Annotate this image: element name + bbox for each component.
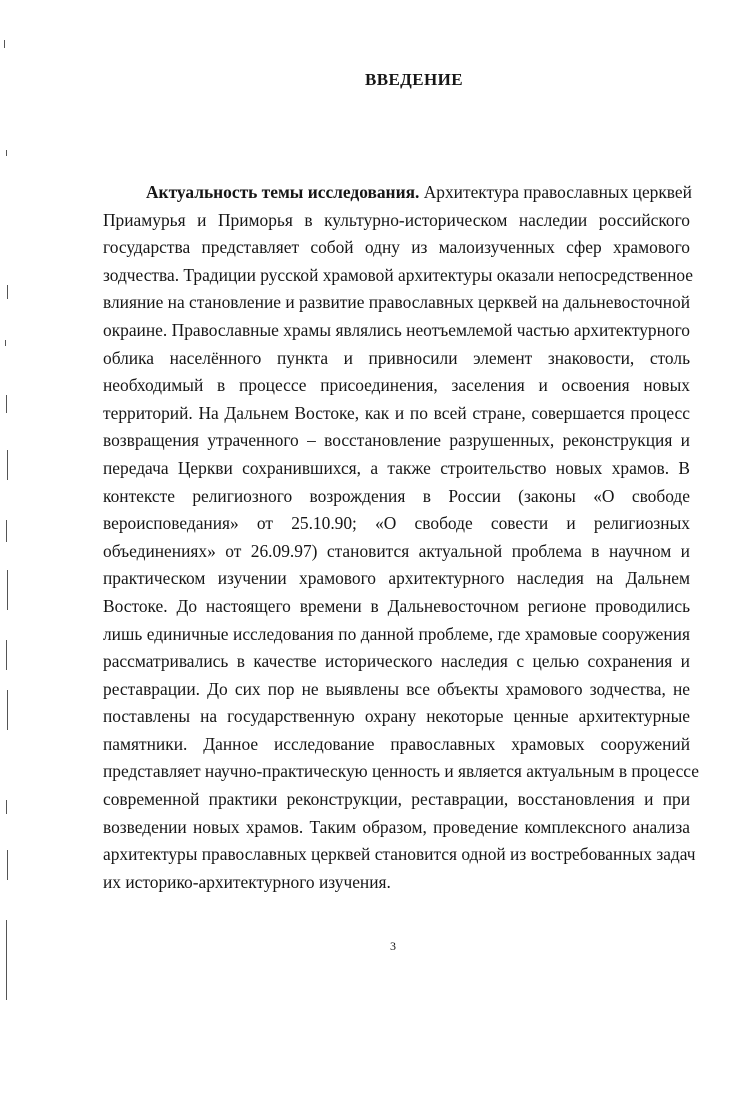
paragraph-line: архитектуры православных церквей становится одной из востребованных задач xyxy=(103,844,696,865)
paragraph-line: рассматривались в качестве исторического наследия с целью сохранения и xyxy=(103,651,690,672)
paragraph-line: окраине. Православные храмы являлись неотъемлемой частью архитектурного xyxy=(103,319,690,340)
paragraph-line: зодчества. Традиции русской храмовой архитектуры оказали непосредственное xyxy=(103,264,694,285)
paragraph-line: современной практики реконструкции, реставрации, восстановления и при xyxy=(103,789,690,810)
page-number: 3 xyxy=(390,939,396,953)
paragraph-line: объединениях» от 26.09.97) становится актуальной проблема в научном и xyxy=(103,540,690,561)
paragraph-line: влияние на становление и развитие православных церквей на дальневосточной xyxy=(103,292,691,313)
paragraph-line: реставрации. До сих пор не выявлены все объекты храмового зодчества, не xyxy=(103,678,690,699)
paragraph-line: территорий. На Дальнем Востоке, как и по всей стране, совершается процесс xyxy=(103,402,690,423)
paragraph-line: памятники. Данное исследование православных храмовых сооружений xyxy=(103,733,690,754)
body-paragraph xyxy=(103,179,699,896)
paragraph-line: Актуальность темы исследования. Архитектура православных церквей xyxy=(146,182,692,202)
paragraph-line: представляет научно-практическую ценность и является актуальным в процессе xyxy=(103,761,699,782)
paragraph-line: лишь единичные исследования по данной проблеме, где храмовые сооружения xyxy=(103,623,690,644)
paragraph-line: вероисповедания» от 25.10.90; «О свободе совести и религиозных xyxy=(103,513,690,534)
paragraph-line: Востоке. До настоящего времени в Дальневосточном регионе проводились xyxy=(103,595,690,616)
paragraph-line: возвращения утраченного – восстановление разрушенных, реконструкция и xyxy=(103,430,690,451)
paragraph-line: возведении новых храмов. Таким образом, проведение комплексного анализа xyxy=(103,816,690,837)
paragraph-line: государства представляет собой одну из малоизученных сфер храмового xyxy=(103,237,690,258)
scan-margin-marks xyxy=(0,0,20,1100)
paragraph-lead-bold: Актуальность темы исследования. xyxy=(146,182,420,202)
paragraph-line: контексте религиозного возрождения в России (законы «О свободе xyxy=(103,485,690,506)
paragraph-line: необходимый в процессе присоединения, заселения и освоения новых xyxy=(103,375,690,396)
paragraph-line: практическом изучении храмового архитектурного наследия на Дальнем xyxy=(103,568,690,589)
paragraph-line: их историко-архитектурного изучения. xyxy=(103,871,391,892)
paragraph-line: Приамурья и Приморья в культурно-историческом наследии российского xyxy=(103,209,690,230)
paragraph-line: облика населённого пункта и привносили элемент знаковости, столь xyxy=(103,347,690,368)
page-title: ВВЕДЕНИЕ xyxy=(364,70,464,89)
paragraph-line: поставлены на государственную охрану некоторые ценные архитектурные xyxy=(103,706,690,727)
paragraph-line: передача Церкви сохранившихся, а также строительство новых храмов. В xyxy=(103,457,690,478)
